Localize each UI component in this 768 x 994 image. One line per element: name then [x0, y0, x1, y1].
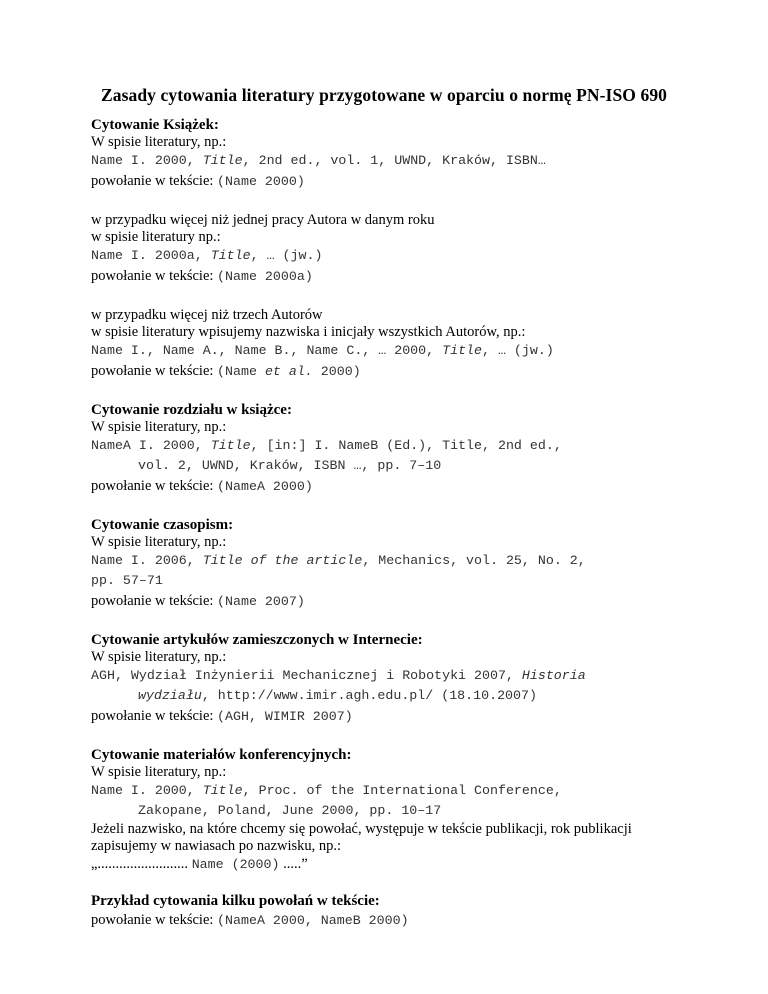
ref-value	[217, 364, 361, 379]
example-title: Historia	[521, 668, 586, 683]
section-multi-year	[91, 212, 691, 287]
in-text-reference	[91, 266, 691, 287]
section-intro: W spisie literatury, np.:	[91, 419, 227, 435]
example-part: Name I., Name A., Name B., Name C., … 2000,	[91, 343, 443, 358]
example-title: Title	[202, 783, 243, 798]
section-multiple	[91, 893, 691, 931]
section-journal	[91, 517, 691, 612]
section-intro: W spisie literatury, np.:	[91, 764, 227, 780]
example-part: , … (jw.)	[250, 248, 323, 263]
example-part: NameA I. 2000,	[91, 438, 211, 453]
example-part: , Proc. of the International Conference,	[242, 783, 562, 798]
ref-label: powołanie w tekście:	[91, 268, 214, 284]
citation-example	[91, 151, 691, 171]
citation-example-continuation: pp. 57–71	[91, 573, 163, 588]
in-text-reference	[91, 591, 691, 612]
section-intro: W spisie literatury, np.:	[91, 134, 227, 150]
citation-example	[91, 436, 691, 456]
in-text-reference	[91, 476, 691, 497]
citation-example	[91, 781, 691, 801]
example-part: Name I. 2000a,	[91, 248, 211, 263]
ref-value: (NameA 2000)	[217, 479, 313, 494]
document-content	[91, 117, 691, 951]
section-conference	[91, 747, 691, 875]
citation-example	[91, 551, 691, 571]
section-heading: Cytowanie Książek:	[91, 117, 219, 133]
example-part: , 2nd ed., vol. 1, UWND, Kraków, ISBN…	[242, 153, 546, 168]
citation-example-continuation	[91, 686, 691, 706]
example-part: , … (jw.)	[482, 343, 554, 358]
in-text-reference	[91, 910, 691, 931]
ref-part: 2000)	[312, 364, 361, 379]
section-heading: Cytowanie rozdziału w książce:	[91, 402, 292, 418]
section-text: w przypadku więcej niż trzech Autorów	[91, 307, 323, 323]
section-chapter	[91, 402, 691, 497]
example-title: Title	[210, 248, 251, 263]
in-text-reference	[91, 171, 691, 192]
quote-name: Name (2000)	[191, 857, 280, 872]
section-intro: W spisie literatury, np.:	[91, 534, 227, 550]
citation-example	[91, 666, 691, 686]
example-title: wydziału	[138, 688, 202, 703]
ref-value: (AGH, WIMIR 2007)	[217, 709, 353, 724]
example-part: , [in:] I. NameB (Ed.), Title, 2nd ed.,	[250, 438, 562, 453]
section-text: w spisie literatury np.:	[91, 229, 221, 245]
ref-value: (NameA 2000, NameB 2000)	[217, 913, 409, 928]
note-text: Jeżeli nazwisko, na które chcemy się powołać, występuje w tekście publikacji, rok publikacji zapisujemy w nawiasach po nazwisku, np.:	[91, 821, 632, 854]
page-title: Zasady cytowania literatury przygotowane w oparciu o normę PN-ISO 690	[100, 85, 668, 105]
ref-label: powołanie w tekście:	[91, 478, 214, 494]
ref-part-italic: et al.	[264, 364, 313, 379]
example-title: Title of the article	[202, 553, 363, 568]
example-title: Title	[202, 153, 243, 168]
section-books	[91, 117, 691, 192]
citation-example	[91, 246, 691, 266]
example-part: AGH, Wydział Inżynierii Mechanicznej i Robotyki 2007,	[91, 668, 522, 683]
quote-close: .....”	[279, 856, 308, 872]
in-text-reference	[91, 361, 691, 382]
section-intro: W spisie literatury, np.:	[91, 649, 227, 665]
quote-open: „.........................	[91, 856, 192, 872]
section-internet	[91, 632, 691, 727]
section-multi-author	[91, 307, 691, 382]
in-text-reference	[91, 706, 691, 727]
citation-example-continuation: Zakopane, Poland, June 2000, pp. 10–17	[138, 803, 442, 818]
example-part: , http://www.imir.agh.edu.pl/ (18.10.2007)	[201, 688, 537, 703]
section-heading: Cytowanie materiałów konferencyjnych:	[91, 747, 352, 763]
ref-value: (Name 2000)	[217, 174, 305, 189]
ref-part: (Name	[217, 364, 265, 379]
ref-label: powołanie w tekście:	[91, 912, 214, 928]
example-part: , Mechanics, vol. 25, No. 2,	[362, 553, 586, 568]
ref-value: (Name 2007)	[217, 594, 305, 609]
example-title: Title	[210, 438, 251, 453]
section-heading: Cytowanie artykułów zamieszczonych w Internecie:	[91, 632, 423, 648]
section-heading: Przykład cytowania kilku powołań w tekście:	[91, 893, 380, 909]
ref-label: powołanie w tekście:	[91, 363, 214, 379]
citation-example-continuation: vol. 2, UWND, Kraków, ISBN …, pp. 7–10	[138, 458, 442, 473]
section-text: w przypadku więcej niż jednej pracy Autora w danym roku	[91, 212, 435, 228]
quote-example	[91, 855, 691, 875]
example-part: Name I. 2006,	[91, 553, 203, 568]
ref-label: powołanie w tekście:	[91, 708, 214, 724]
ref-value: (Name 2000a)	[217, 269, 313, 284]
section-heading: Cytowanie czasopism:	[91, 517, 234, 533]
ref-label: powołanie w tekście:	[91, 173, 214, 189]
ref-label: powołanie w tekście:	[91, 593, 214, 609]
example-part: Name I. 2000,	[91, 153, 203, 168]
section-text: w spisie literatury wpisujemy nazwiska i inicjały wszystkich Autorów, np.:	[91, 324, 526, 340]
example-title: Title	[442, 343, 483, 358]
citation-example	[91, 341, 691, 361]
example-part: Name I. 2000,	[91, 783, 203, 798]
